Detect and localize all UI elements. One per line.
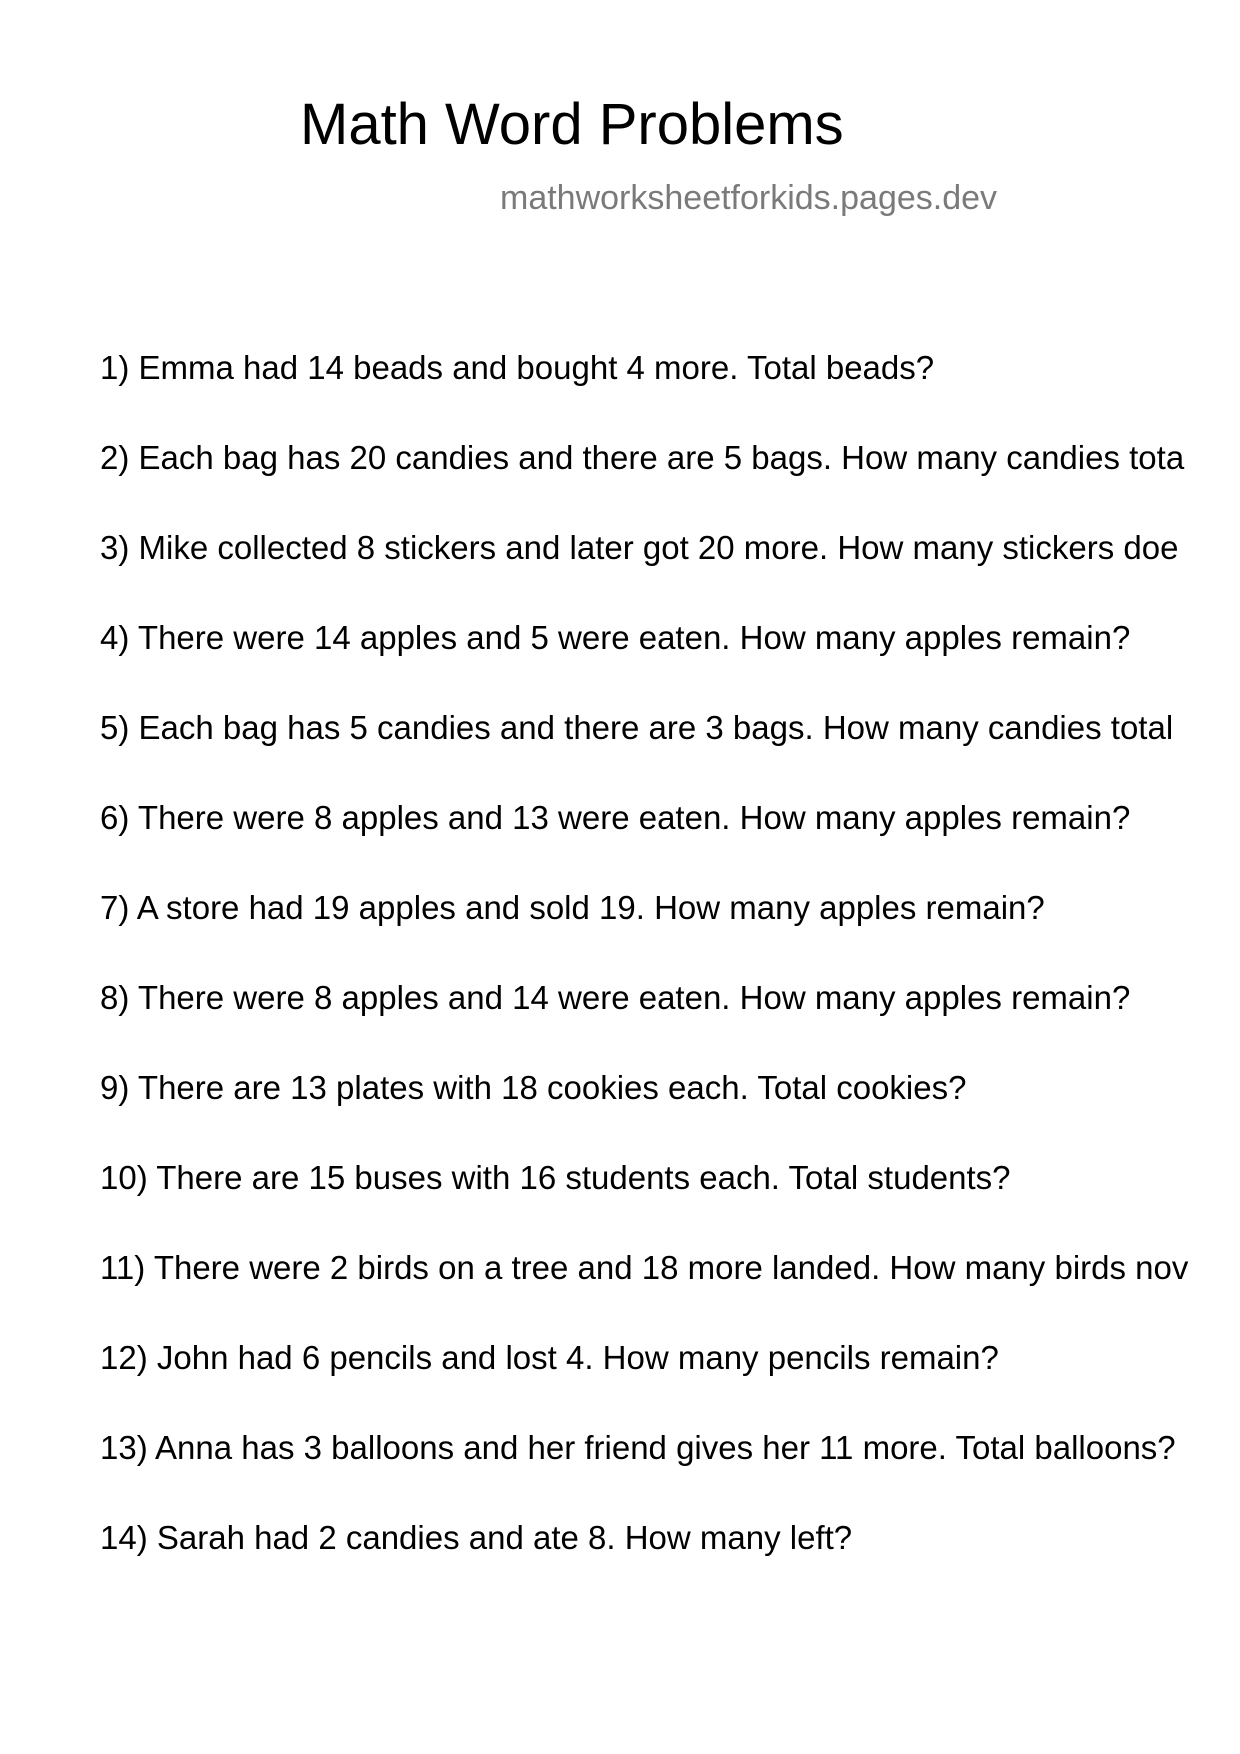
problem-item: 5) Each bag has 5 candies and there are 3 bags. How many candies total bbox=[100, 709, 1174, 746]
problem-item: 12) John had 6 pencils and lost 4. How many pencils remain? bbox=[100, 1339, 999, 1376]
problem-item: 11) There were 2 birds on a tree and 18 more landed. How many birds nov bbox=[100, 1249, 1189, 1286]
problem-item: 8) There were 8 apples and 14 were eaten. How many apples remain? bbox=[100, 979, 1131, 1016]
problem-item: 14) Sarah had 2 candies and ate 8. How many left? bbox=[100, 1519, 853, 1556]
problem-item: 7) A store had 19 apples and sold 19. How many apples remain? bbox=[100, 889, 1045, 926]
problem-item: 13) Anna has 3 balloons and her friend gives her 11 more. Total balloons? bbox=[100, 1429, 1176, 1466]
problem-item: 1) Emma had 14 beads and bought 4 more. Total beads? bbox=[100, 349, 935, 386]
problem-item: 2) Each bag has 20 candies and there are 5 bags. How many candies tota bbox=[100, 439, 1185, 476]
problem-item: 10) There are 15 buses with 16 students each. Total students? bbox=[100, 1159, 1011, 1196]
page-title: Math Word Problems bbox=[300, 92, 844, 157]
source-url: mathworksheetforkids.pages.dev bbox=[500, 179, 998, 217]
problem-item: 4) There were 14 apples and 5 were eaten. How many apples remain? bbox=[100, 619, 1131, 656]
problem-item: 6) There were 8 apples and 13 were eaten. How many apples remain? bbox=[100, 799, 1131, 836]
problem-item: 9) There are 13 plates with 18 cookies each. Total cookies? bbox=[100, 1069, 967, 1106]
problem-item: 3) Mike collected 8 stickers and later got 20 more. How many stickers doe bbox=[100, 529, 1179, 566]
problem-list bbox=[100, 351, 1188, 1611]
